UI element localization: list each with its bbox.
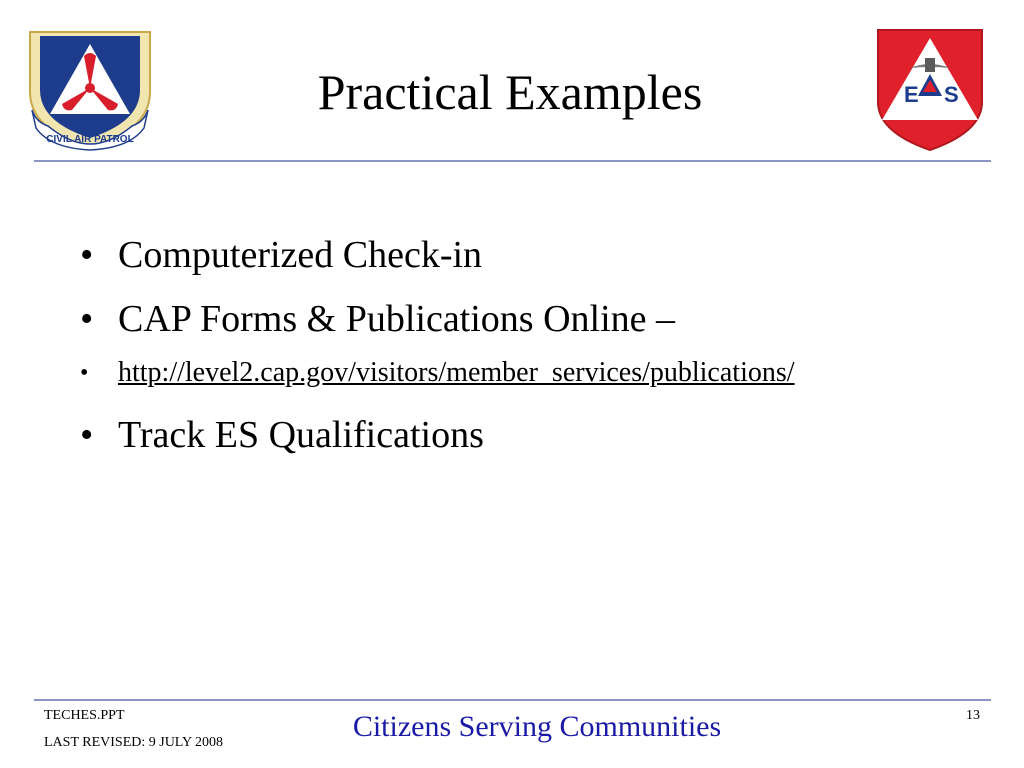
bullet-text: CAP Forms & Publications Online – xyxy=(118,298,676,340)
title-divider xyxy=(34,160,991,162)
page-title: Practical Examples xyxy=(317,64,703,120)
bullet-dot: • xyxy=(80,360,89,386)
list-item xyxy=(80,232,795,278)
bullet-text: Track ES Qualifications xyxy=(118,414,484,456)
es-letter-e: E xyxy=(904,82,919,107)
civil-air-patrol-emblem-icon xyxy=(26,26,154,152)
emergency-services-shield-icon xyxy=(870,24,990,154)
bullet-text: Computerized Check-in xyxy=(118,234,483,276)
footer-divider xyxy=(34,699,991,701)
cap-banner-text: CIVIL AIR PATROL xyxy=(46,134,134,145)
bullet-dot: • xyxy=(80,414,94,456)
bullet-list xyxy=(80,232,795,476)
page-number: 13 xyxy=(966,708,980,723)
publications-link[interactable]: http://level2.cap.gov/visitors/member_services/publications/ xyxy=(118,357,795,388)
footer-revised-date: LAST REVISED: 9 JULY 2008 xyxy=(44,735,224,750)
footer-motto: Citizens Serving Communities xyxy=(352,710,722,743)
es-letter-s: S xyxy=(944,82,959,107)
footer-filename: TECHES.PPT xyxy=(44,708,125,723)
bullet-dot: • xyxy=(80,298,94,340)
list-item xyxy=(80,412,795,458)
list-item xyxy=(80,296,795,342)
list-item xyxy=(80,356,795,390)
bullet-dot: • xyxy=(80,234,94,276)
